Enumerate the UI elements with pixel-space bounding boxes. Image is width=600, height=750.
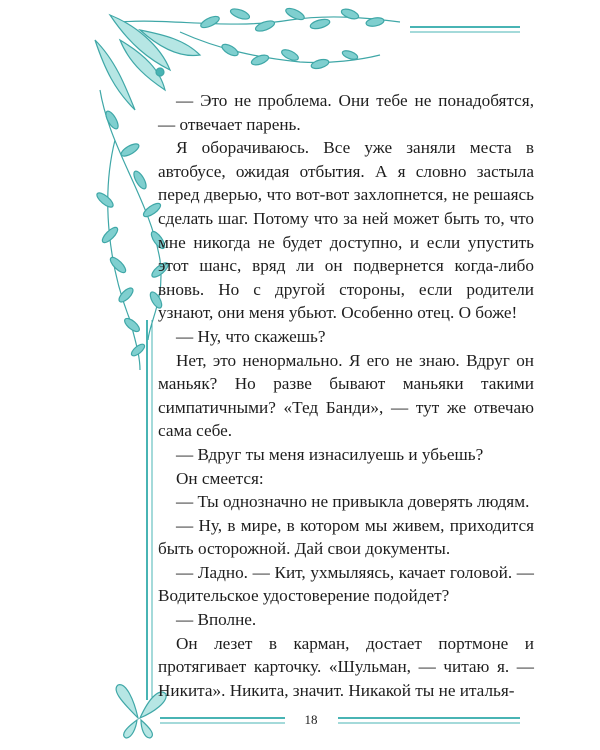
page-number: 18 — [304, 712, 318, 727]
paragraph: Я оборачиваюсь. Все уже заняли места в автобусе, ожидая отбытия. А я словно застыла перед дверью, что вот-вот захлопнется, не решаясь сделать шаг. Потому что за ней может быть то, что мне никогда не будет доступно, и если упустить этот шанс, вряд ли он подвернется когда-либо вновь. Но с другой стороны, если родители узнают, они меня убьют. Особенно отец. О боже! — [158, 138, 534, 323]
paragraph: — Вполне. — [176, 610, 257, 630]
paragraph: — Это не проблема. Они тебе не понадобятся, — отвечает парень. — [158, 91, 534, 134]
paragraph: — Ты однозначно не привыкла доверять людям. — [176, 492, 530, 512]
paragraph: Нет, это ненормально. Я его не знаю. Вдруг он маньяк? Но разве бывают маньяки такими симпатичными? «Тед Банди», — тут же отвечаю сама себе. — [158, 350, 534, 441]
paragraph: — Ладно. — Кит, ухмыляясь, качает головой. — Водительское удостоверение подойдет? — [158, 562, 534, 606]
body-text — [158, 89, 534, 702]
paragraph: — Ну, в мире, в котором мы живем, приходится быть осторожной. Дай свои документы. — [158, 515, 534, 559]
paragraph: Он лезет в карман, достает портмоне и протягивает карточку. «Шульман, — читаю я. — Никита». Никита, значит. Никакой ты не италья- — [158, 633, 534, 700]
paragraph: Он смеется: — [176, 468, 264, 488]
paragraph: — Вдруг ты меня изнасилуешь и убьешь? — [176, 444, 484, 464]
paragraph: — Ну, что скажешь? — [176, 326, 326, 346]
